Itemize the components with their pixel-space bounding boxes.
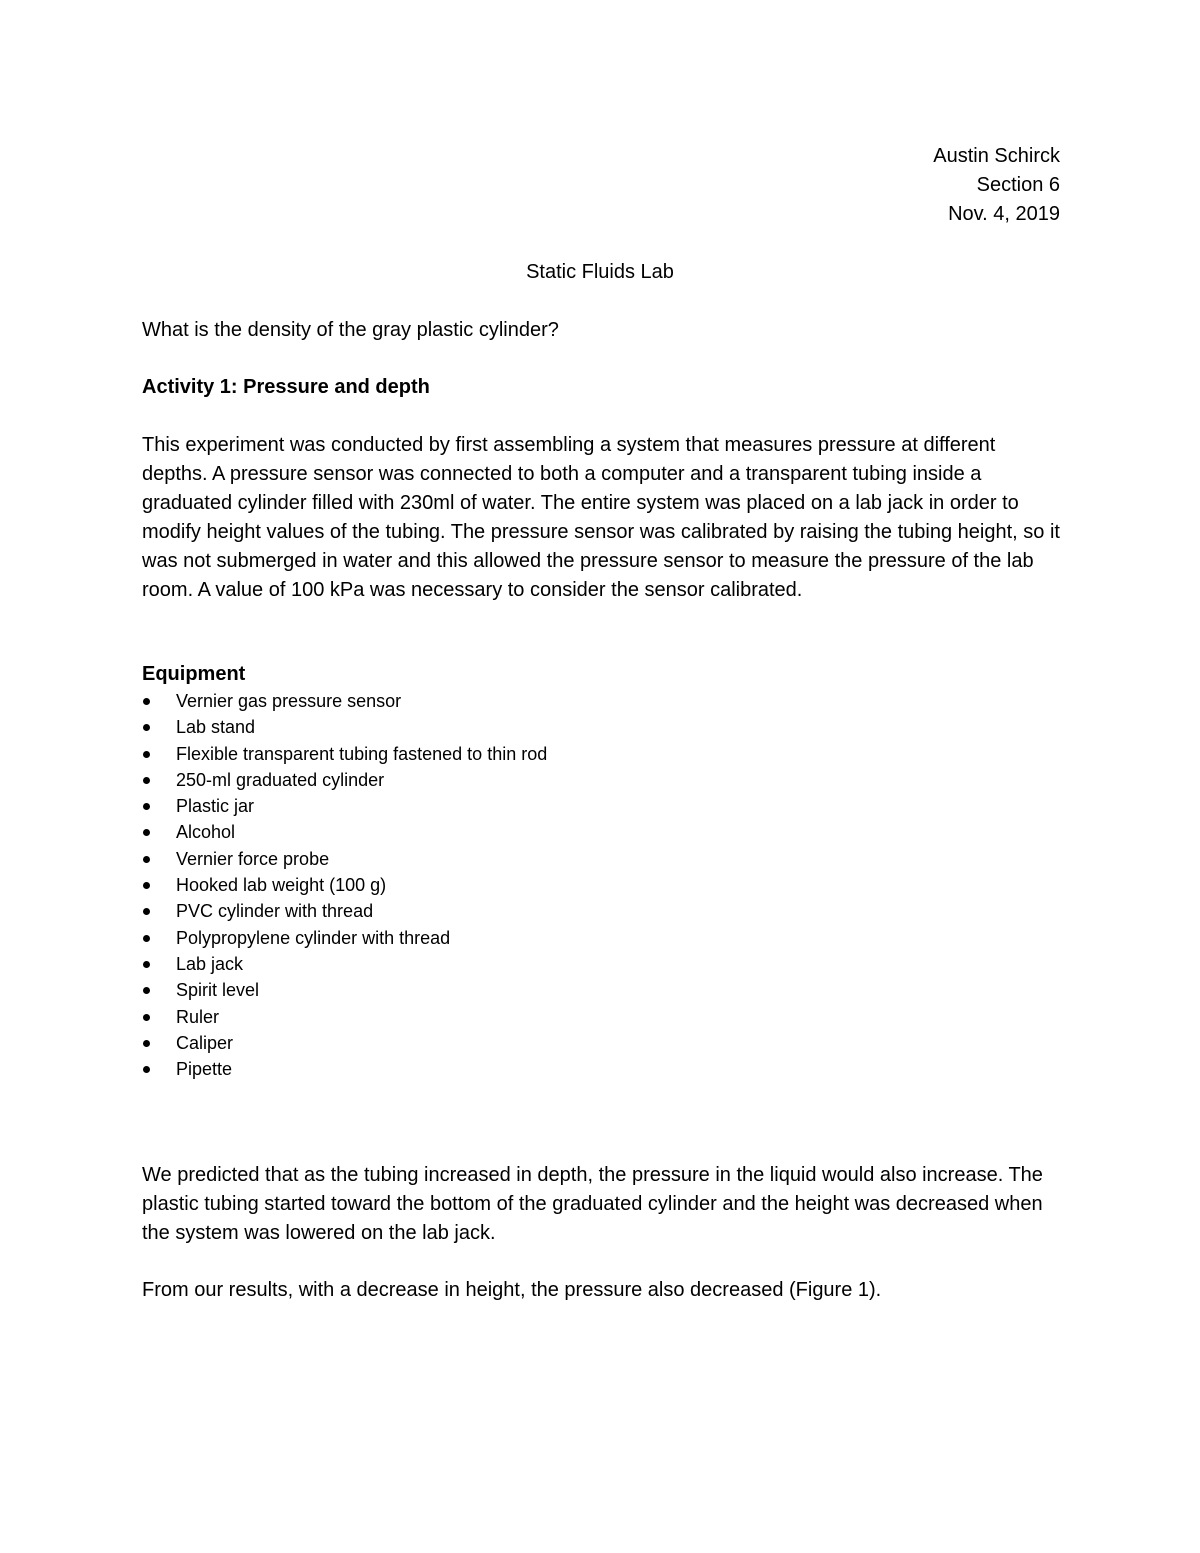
equipment-item-label: PVC cylinder with thread	[176, 901, 374, 922]
list-item	[142, 898, 547, 924]
document-title: Static Fluids Lab	[526, 261, 674, 283]
bullet-icon	[143, 803, 150, 810]
list-item	[142, 1004, 547, 1030]
bullet-icon	[143, 1040, 150, 1047]
equipment-item-label: 250-ml graduated cylinder	[176, 769, 385, 790]
list-item	[142, 714, 547, 740]
equipment-item-label: Plastic jar	[176, 796, 255, 817]
equipment-heading: Equipment	[142, 663, 246, 685]
list-item	[142, 1030, 547, 1056]
bullet-icon	[143, 882, 150, 889]
list-item	[142, 925, 547, 951]
list-item	[142, 688, 547, 714]
equipment-item-label: Pipette	[176, 1059, 233, 1080]
bullet-icon	[143, 1014, 150, 1021]
bullet-icon	[143, 935, 150, 942]
equipment-item-label: Polypropylene cylinder with thread	[176, 927, 451, 948]
equipment-item-label: Hooked lab weight (100 g)	[176, 875, 387, 896]
equipment-item-label: Flexible transparent tubing fastened to thin rod	[176, 743, 548, 764]
equipment-list	[142, 688, 547, 1082]
bullet-icon	[143, 698, 150, 705]
bullet-icon	[143, 1066, 150, 1073]
bullet-icon	[143, 724, 150, 731]
list-item	[142, 767, 547, 793]
list-item	[142, 819, 547, 845]
author-header	[933, 142, 1060, 229]
procedure-paragraph: This experiment was conducted by first assembling a system that measures pressure at different depths. A pressure sensor was connected to both a computer and a transparent tubing inside a graduated cylinder filled with 230ml of water. The entire system was placed on a lab jack in order to modify height values of the tubing. The pressure sensor was calibrated by raising the tubing height, so it was not submerged in water and this allowed the pressure sensor to measure the pressure of the lab room. A value of 100 kPa was necessary to consider the sensor calibrated.	[142, 434, 1060, 601]
bullet-icon	[143, 961, 150, 968]
equipment-item-label: Caliper	[176, 1032, 234, 1053]
bullet-icon	[143, 777, 150, 784]
list-item	[142, 977, 547, 1003]
report-date: Nov. 4, 2019	[948, 203, 1060, 225]
research-question: What is the density of the gray plastic cylinder?	[142, 319, 559, 341]
list-item	[142, 741, 547, 767]
equipment-item-label: Lab jack	[176, 953, 244, 974]
results-paragraph: From our results, with a decrease in height, the pressure also decreased (Figure 1).	[142, 1279, 882, 1301]
bullet-icon	[143, 908, 150, 915]
bullet-icon	[143, 751, 150, 758]
equipment-item-label: Vernier gas pressure sensor	[176, 691, 402, 711]
section-label: Section 6	[976, 174, 1060, 196]
equipment-item-label: Alcohol	[176, 822, 236, 843]
bullet-icon	[143, 856, 150, 863]
list-item	[142, 793, 547, 819]
equipment-item-label: Spirit level	[176, 980, 260, 1001]
author-name: Austin Schirck	[933, 145, 1060, 167]
activity-heading: Activity 1: Pressure and depth	[142, 376, 430, 398]
equipment-item-label: Ruler	[176, 1006, 220, 1027]
list-item	[142, 951, 547, 977]
list-item	[142, 846, 547, 872]
list-item	[142, 1056, 547, 1082]
equipment-item-label: Vernier force probe	[176, 848, 330, 869]
bullet-icon	[143, 829, 150, 836]
bullet-icon	[143, 987, 150, 994]
equipment-item-label: Lab stand	[176, 717, 256, 738]
prediction-paragraph: We predicted that as the tubing increased in depth, the pressure in the liquid would also increase. The plastic tubing started toward the bottom of the graduated cylinder and the height was decreased when the system was lowered on the lab jack.	[142, 1164, 1043, 1244]
list-item	[142, 872, 547, 898]
